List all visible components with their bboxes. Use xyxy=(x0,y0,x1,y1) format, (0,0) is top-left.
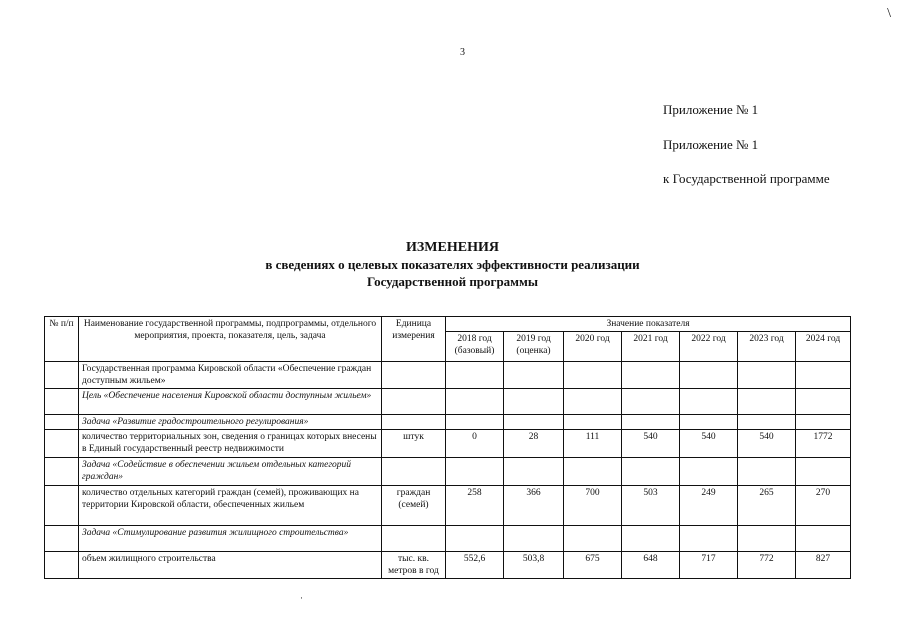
row-value-cell: 503,8 xyxy=(504,552,564,579)
header-year: 2023 год xyxy=(738,332,796,362)
row-value-cell xyxy=(680,415,738,430)
table-row xyxy=(45,430,851,458)
indicators-table xyxy=(44,316,851,579)
row-unit-cell: граждан (семей) xyxy=(382,486,446,526)
row-value-cell xyxy=(680,362,738,389)
row-value-cell: 265 xyxy=(738,486,796,526)
title-line-3: Государственной программы xyxy=(366,274,539,289)
row-value-cell xyxy=(622,526,680,552)
header-year: 2019 год (оценка) xyxy=(504,332,564,362)
row-value-cell xyxy=(564,458,622,486)
header-year: 2021 год xyxy=(622,332,680,362)
row-name-cell: Задача «Стимулирование развития жилищного строительства» xyxy=(79,526,382,552)
table-row xyxy=(45,486,851,526)
row-unit-cell xyxy=(382,389,446,415)
row-value-cell xyxy=(796,362,851,389)
corner-mark: \ xyxy=(887,6,891,21)
row-unit-cell xyxy=(382,415,446,430)
row-value-cell xyxy=(738,526,796,552)
row-value-cell xyxy=(622,458,680,486)
row-value-cell xyxy=(504,458,564,486)
row-value-cell: 1772 xyxy=(796,430,851,458)
title-line-2: в сведениях о целевых показателях эффективности реализации xyxy=(265,257,640,272)
row-name-cell: Государственная программа Кировской области «Обеспечение граждан доступным жильем» xyxy=(79,362,382,389)
row-number-cell xyxy=(45,430,79,458)
row-value-cell xyxy=(446,458,504,486)
row-value-cell xyxy=(796,458,851,486)
row-value-cell xyxy=(564,389,622,415)
row-value-cell: 648 xyxy=(622,552,680,579)
row-value-cell xyxy=(622,415,680,430)
row-value-cell: 827 xyxy=(796,552,851,579)
header-name: Наименование государственной программы, подпрограммы, отдельного мероприятия, проекта, показателя, цель, задача xyxy=(79,317,382,362)
row-number-cell xyxy=(45,362,79,389)
row-value-cell xyxy=(446,362,504,389)
row-name-cell: количество отдельных категорий граждан (семей), проживающих на территории Кировской области, обеспеченных жильем xyxy=(79,486,382,526)
row-value-cell xyxy=(622,389,680,415)
row-value-cell: 700 xyxy=(564,486,622,526)
table-row xyxy=(45,415,851,430)
header-year: 2018 год (базовый) xyxy=(446,332,504,362)
row-value-cell: 249 xyxy=(680,486,738,526)
table-row xyxy=(45,552,851,579)
header-unit: Единица измерения xyxy=(382,317,446,362)
row-value-cell: 540 xyxy=(738,430,796,458)
header-num: № п/п xyxy=(45,317,79,362)
row-unit-cell: тыс. кв. метров в год xyxy=(382,552,446,579)
table-row xyxy=(45,362,851,389)
row-number-cell xyxy=(45,486,79,526)
row-value-cell: 540 xyxy=(622,430,680,458)
annex-line-2: Приложение № 1 xyxy=(663,137,759,152)
row-number-cell xyxy=(45,458,79,486)
row-unit-cell xyxy=(382,526,446,552)
row-value-cell: 552,6 xyxy=(446,552,504,579)
row-value-cell xyxy=(446,415,504,430)
header-year: 2020 год xyxy=(564,332,622,362)
row-value-cell xyxy=(504,389,564,415)
row-value-cell xyxy=(504,526,564,552)
row-value-cell xyxy=(622,362,680,389)
row-number-cell xyxy=(45,552,79,579)
row-number-cell xyxy=(45,389,79,415)
row-name-cell: количество территориальных зон, сведения о границах которых внесены в Единый государственный реестр недвижимости xyxy=(79,430,382,458)
row-value-cell xyxy=(504,415,564,430)
row-value-cell xyxy=(738,458,796,486)
title-line-1: ИЗМЕНЕНИЯ xyxy=(406,240,499,255)
row-value-cell: 366 xyxy=(504,486,564,526)
row-value-cell: 28 xyxy=(504,430,564,458)
table-row xyxy=(45,458,851,486)
row-unit-cell xyxy=(382,362,446,389)
table-row xyxy=(45,389,851,415)
row-value-cell xyxy=(738,389,796,415)
row-value-cell xyxy=(796,415,851,430)
row-value-cell xyxy=(738,415,796,430)
table-row xyxy=(45,526,851,552)
row-value-cell: 270 xyxy=(796,486,851,526)
row-value-cell xyxy=(680,458,738,486)
row-value-cell xyxy=(680,389,738,415)
page-number: 3 xyxy=(460,47,465,58)
row-value-cell xyxy=(564,415,622,430)
row-value-cell xyxy=(564,526,622,552)
row-name-cell: Задача «Содействие в обеспечении жильем отдельных категорий граждан» xyxy=(79,458,382,486)
row-value-cell: 258 xyxy=(446,486,504,526)
header-year: 2022 год xyxy=(680,332,738,362)
row-value-cell: 111 xyxy=(564,430,622,458)
row-number-cell xyxy=(45,526,79,552)
header-year: 2024 год xyxy=(796,332,851,362)
row-value-cell xyxy=(796,526,851,552)
row-value-cell: 0 xyxy=(446,430,504,458)
row-value-cell: 675 xyxy=(564,552,622,579)
row-value-cell xyxy=(504,362,564,389)
row-value-cell xyxy=(796,389,851,415)
annex-line-3: к Государственной программе xyxy=(663,171,830,186)
row-name-cell: Цель «Обеспечение населения Кировской области доступным жильем» xyxy=(79,389,382,415)
row-value-cell: 717 xyxy=(680,552,738,579)
row-value-cell xyxy=(738,362,796,389)
document-title xyxy=(0,239,905,290)
row-unit-cell: штук xyxy=(382,430,446,458)
row-name-cell: Задача «Развитие градостроительного регулирования» xyxy=(79,415,382,430)
row-value-cell: 503 xyxy=(622,486,680,526)
row-value-cell xyxy=(446,526,504,552)
header-values: Значение показателя xyxy=(446,317,851,332)
row-value-cell: 772 xyxy=(738,552,796,579)
row-value-cell xyxy=(446,389,504,415)
row-number-cell xyxy=(45,415,79,430)
row-name-cell: объем жилищного строительства xyxy=(79,552,382,579)
tail-mark: · xyxy=(300,593,303,603)
annex-line-1: Приложение № 1 xyxy=(663,102,759,117)
row-value-cell xyxy=(564,362,622,389)
row-unit-cell xyxy=(382,458,446,486)
row-value-cell xyxy=(680,526,738,552)
row-value-cell: 540 xyxy=(680,430,738,458)
